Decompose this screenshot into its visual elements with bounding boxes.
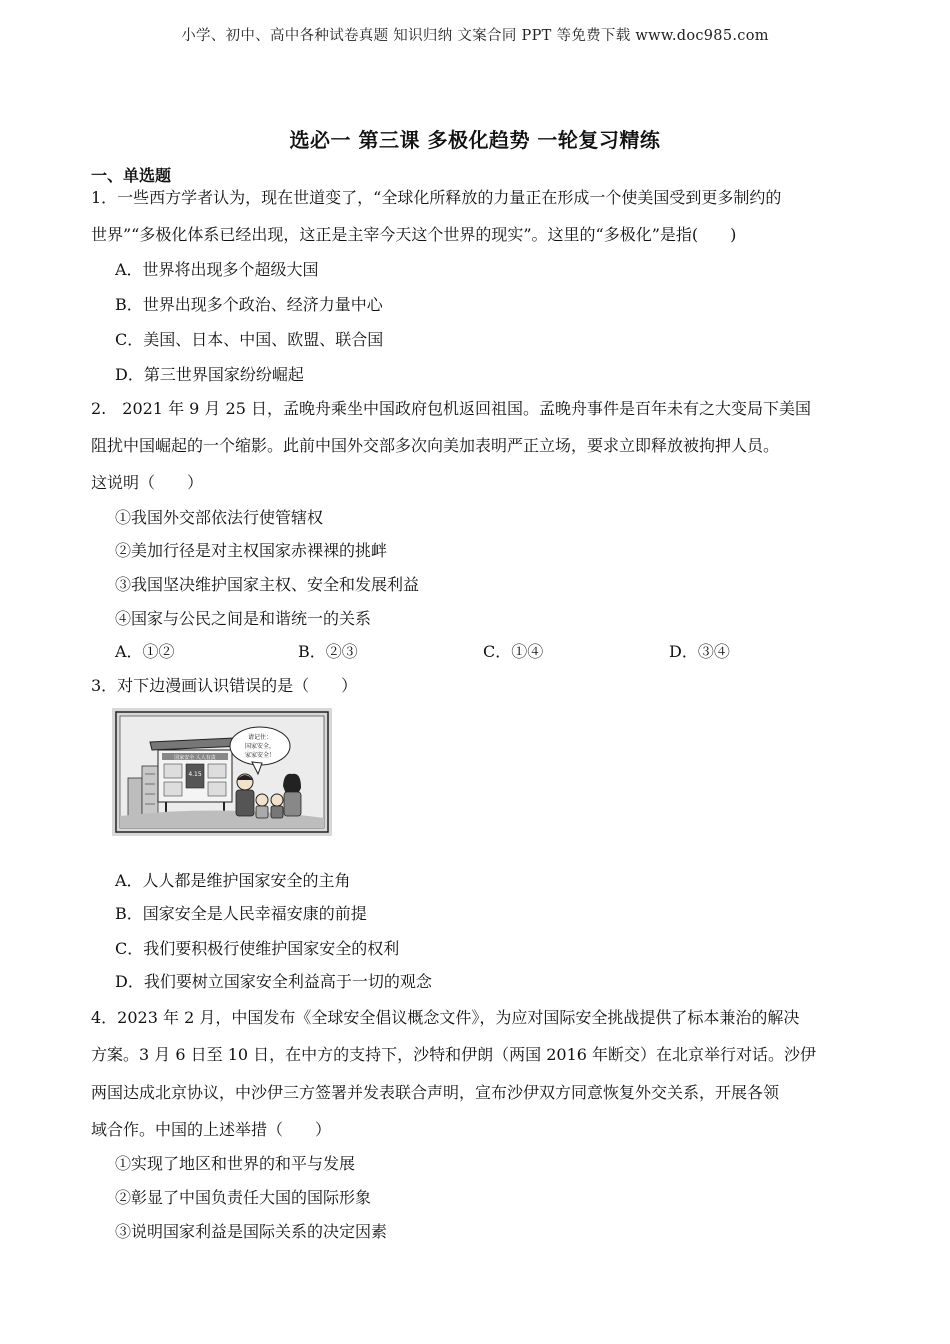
question-4-text: 两国达成北京协议，中沙伊三方签署并发表联合声明，宣布沙伊双方同意恢复外交关系，开展各领 bbox=[91, 1083, 780, 1102]
question-1-option-d: D．第三世界国家纷纷崛起 bbox=[115, 365, 304, 384]
question-1-text: 1．一些西方学者认为，现在世道变了，“全球化所释放的力量正在形成一个使美国受到更多制约的 bbox=[91, 188, 782, 207]
question-2-statement: ①我国外交部依法行使管辖权 bbox=[115, 508, 324, 527]
question-2-option-a: A．①② bbox=[115, 642, 175, 661]
question-2-option-d: D．③④ bbox=[669, 642, 730, 661]
question-2-statement: ②美加行径是对主权国家赤裸裸的挑衅 bbox=[115, 541, 388, 560]
bubble-text-line: 国家安全， bbox=[244, 743, 276, 750]
page-header: 小学、初中、高中各种试卷真题 知识归纳 文案合同 PPT 等免费下载 www.doc985.com bbox=[181, 28, 769, 44]
page-title: 选必一 第三课 多极化趋势 一轮复习精练 bbox=[289, 128, 661, 152]
question-3-option-a: A．人人都是维护国家安全的主角 bbox=[115, 871, 351, 890]
question-3-text: 3．对下边漫画认识错误的是（ ） bbox=[91, 676, 358, 695]
question-4-text: 域合作。中国的上述举措（ ） bbox=[91, 1120, 332, 1139]
question-2-text: 阻扰中国崛起的一个缩影。此前中国外交部多次向美加表明严正立场，要求立即释放被拘押人员。 bbox=[91, 436, 780, 455]
question-3-option-c: C．我们要积极行使维护国家安全的权利 bbox=[115, 939, 400, 958]
question-2-text: 这说明（ ） bbox=[91, 473, 204, 492]
question-4-text: 方案。3 月 6 日至 10 日，在中方的支持下，沙特和伊朗（两国 2016 年断交）在北京举行对话。沙伊 bbox=[91, 1045, 817, 1064]
question-1-option-b: B．世界出现多个政治、经济力量中心 bbox=[115, 295, 383, 314]
question-4-statement: ③说明国家利益是国际关系的决定因素 bbox=[115, 1222, 388, 1241]
question-1-text: 世界”“多极化体系已经出现，这正是主宰今天这个世界的现实”。这里的“多极化”是指( ) bbox=[91, 225, 737, 244]
board-date-text: 4.15 bbox=[188, 771, 202, 778]
question-3-option-b: B．国家安全是人民幸福安康的前提 bbox=[115, 904, 367, 923]
question-4-statement: ①实现了地区和世界的和平与发展 bbox=[115, 1154, 356, 1173]
bubble-text-line: 家家安全！ bbox=[244, 752, 276, 759]
question-2-statement: ③我国坚决维护国家主权、安全和发展利益 bbox=[115, 575, 420, 594]
question-4-statement: ②彰显了中国负责任大国的国际形象 bbox=[115, 1188, 372, 1207]
bubble-text-line: 请记住： bbox=[247, 734, 273, 741]
question-1-option-a: A．世界将出现多个超级大国 bbox=[115, 260, 319, 279]
question-1-option-c: C．美国、日本、中国、欧盟、联合国 bbox=[115, 330, 384, 349]
question-2-statement: ④国家与公民之间是和谐统一的关系 bbox=[115, 609, 372, 628]
board-banner-text: 国家安全 人人有责 bbox=[174, 755, 216, 761]
question-3-option-d: D．我们要树立国家安全利益高于一切的观念 bbox=[115, 972, 432, 991]
question-2-option-b: B．②③ bbox=[298, 642, 358, 661]
section-heading: 一、单选题 bbox=[91, 166, 172, 185]
question-2-options bbox=[115, 642, 875, 662]
question-2-text: 2. 2021 年 9 月 25 日，孟晚舟乘坐中国政府包机返回祖国。孟晚舟事件是百年未有之大变局下美国 bbox=[91, 399, 811, 418]
question-4-text: 4．2023 年 2 月，中国发布《全球安全倡议概念文件》，为应对国际安全挑战提供了标本兼治的解决 bbox=[91, 1008, 800, 1027]
question-2-option-c: C．①④ bbox=[483, 642, 544, 661]
national-security-cartoon bbox=[112, 708, 332, 836]
